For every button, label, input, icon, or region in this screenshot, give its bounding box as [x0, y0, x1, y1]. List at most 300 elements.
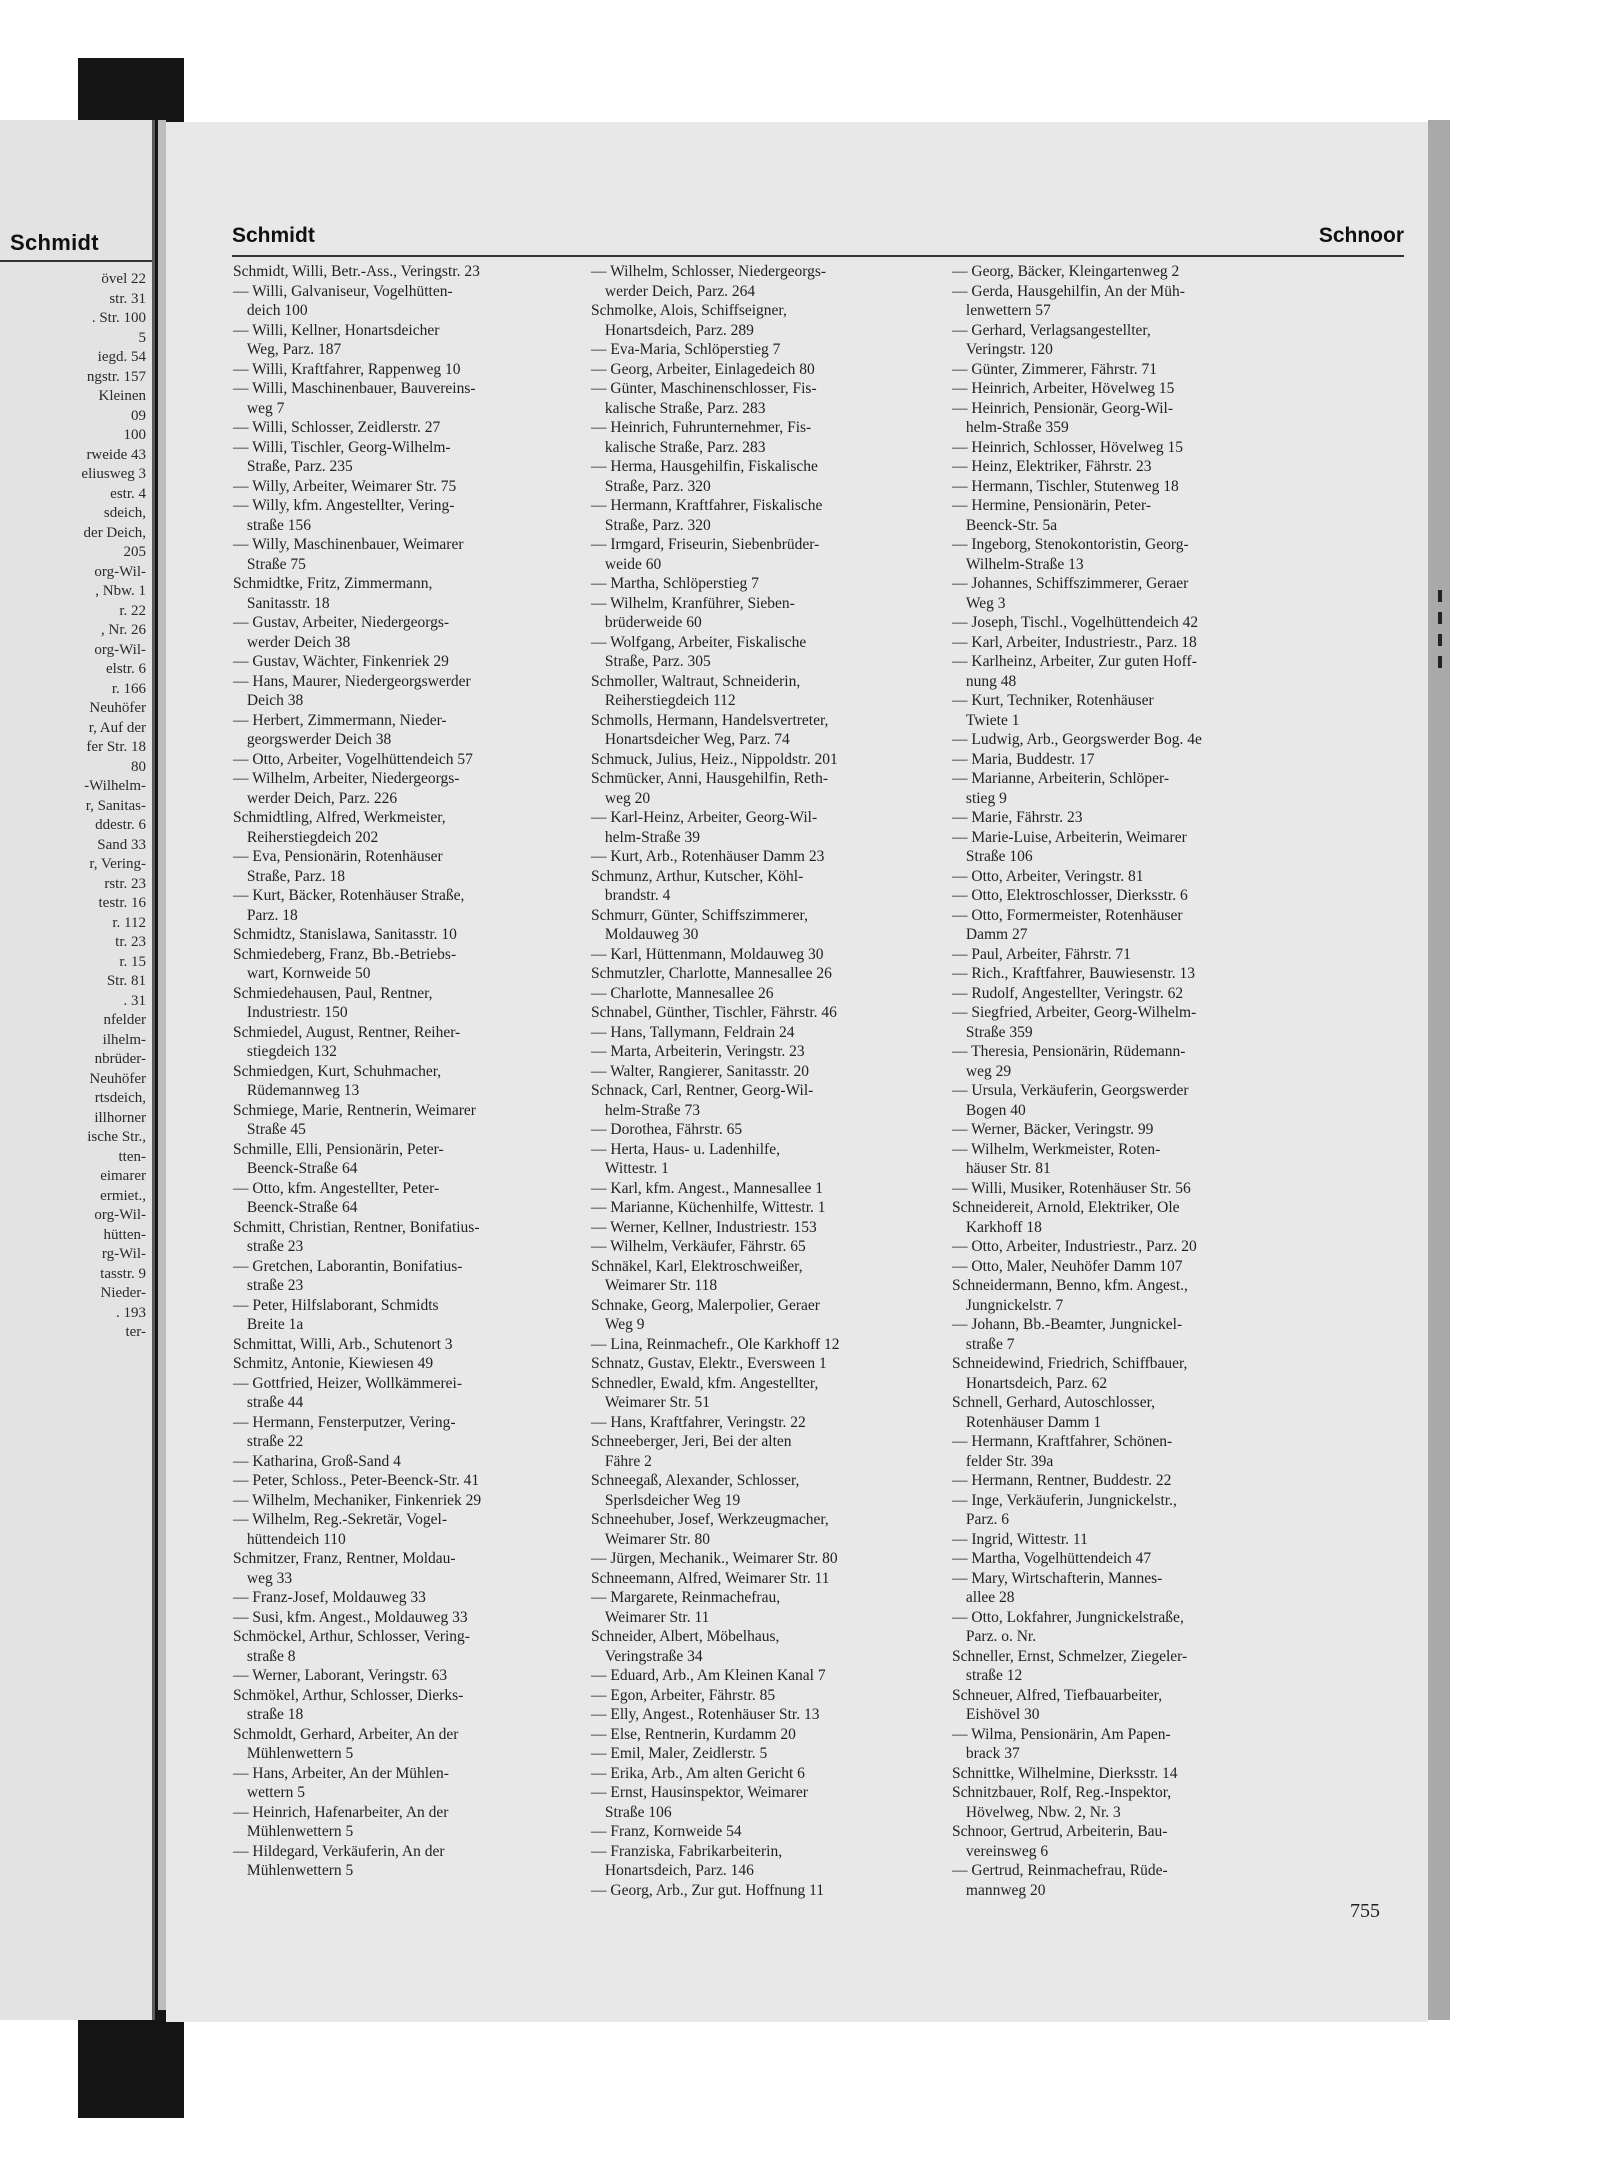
entry-continuation-line: Honartsdeich, Parz. 62 — [965, 1374, 1108, 1392]
directory-entry — [233, 1179, 569, 1218]
directory-entry — [952, 769, 1288, 808]
entry-continuation-line: weg 29 — [965, 1062, 1012, 1080]
entry-line: — Hermann, Fensterputzer, Vering- — [233, 1413, 456, 1431]
directory-entry — [952, 496, 1288, 535]
directory-entry — [952, 1608, 1288, 1647]
entry-continuation-line: kalische Straße, Parz. 283 — [604, 399, 766, 417]
directory-entry — [952, 321, 1288, 360]
entry-line: Schnabel, Günther, Tischler, Fährstr. 46 — [591, 1004, 837, 1021]
entry-line: — Martha, Vogelhüttendeich 47 — [952, 1550, 1152, 1567]
directory-entry — [591, 1179, 927, 1199]
directory-entry — [591, 496, 927, 535]
entry-line: — Heinrich, Hafenarbeiter, An der — [233, 1803, 449, 1821]
directory-entry — [952, 1237, 1288, 1257]
directory-entry — [952, 633, 1288, 653]
entry-line: — Hermann, Tischler, Stutenweg 18 — [952, 477, 1179, 495]
entry-continuation-line: weg 7 — [246, 399, 285, 417]
directory-entry — [952, 399, 1288, 438]
left-page-column — [0, 270, 152, 1343]
directory-entry — [591, 711, 927, 750]
entry-line: Schmitzer, Franz, Rentner, Moldau- — [233, 1550, 456, 1567]
left-page-line: 100 — [123, 427, 146, 443]
entry-line: Schmiedel, August, Rentner, Reiher- — [233, 1023, 461, 1041]
entry-continuation-line: Straße, Parz. 320 — [604, 477, 711, 495]
entry-line: — Willy, Arbeiter, Weimarer Str. 75 — [233, 477, 457, 495]
left-page-line: tr. 23 — [115, 934, 146, 950]
directory-entry — [952, 1276, 1288, 1315]
running-head-left: Schmidt — [232, 224, 315, 247]
left-page-line: , Nr. 26 — [101, 622, 146, 638]
directory-entry — [591, 1042, 927, 1062]
entry-continuation-line: Straße, Parz. 305 — [604, 653, 711, 670]
entry-continuation-line: lenwettern 57 — [965, 302, 1051, 319]
entry-line: — Willi, Galvaniseur, Vogelhütten- — [233, 282, 453, 300]
directory-entry — [233, 1842, 569, 1881]
entry-continuation-line: weg 33 — [246, 1569, 293, 1587]
entry-line: Schneeberger, Jeri, Bei der alten — [591, 1433, 792, 1450]
directory-entry — [952, 1120, 1288, 1140]
entry-continuation-line: brüderweide 60 — [604, 614, 702, 631]
directory-entry — [233, 1413, 569, 1452]
entry-line: — Georg, Arb., Zur gut. Hoffnung 11 — [591, 1881, 825, 1899]
directory-entry — [233, 1218, 569, 1257]
left-page-line: der Deich, — [83, 524, 146, 541]
directory-entry — [233, 418, 569, 438]
directory-entry — [233, 1296, 569, 1335]
entry-continuation-line: helm-Straße 39 — [604, 828, 701, 846]
entry-continuation-line: werder Deich, Parz. 226 — [246, 789, 398, 807]
entry-line: — Hildegard, Verkäuferin, An der — [233, 1842, 445, 1860]
entry-continuation-line: felder Str. 39a — [965, 1452, 1054, 1470]
entry-line: Schmiedgen, Kurt, Schuhmacher, — [233, 1062, 442, 1080]
entry-line: — Irmgard, Friseurin, Siebenbrüder- — [591, 536, 820, 553]
directory-entry — [233, 1452, 569, 1472]
entry-line: — Willi, Kraftfahrer, Rappenweg 10 — [233, 360, 461, 378]
directory-entry — [591, 1822, 927, 1842]
directory-entry — [233, 1101, 569, 1140]
directory-entry — [591, 1257, 927, 1296]
entry-continuation-line: Mühlenwettern 5 — [246, 1862, 354, 1879]
entry-line: — Wilhelm, Schlosser, Niedergeorgs- — [591, 263, 827, 280]
directory-entry — [233, 886, 569, 925]
entry-continuation-line: Straße 75 — [246, 555, 306, 573]
entry-continuation-line: Moldauweg 30 — [604, 926, 699, 943]
directory-entry — [952, 867, 1288, 887]
directory-entry — [591, 672, 927, 711]
entry-line: — Karl, kfm. Angest., Mannesallee 1 — [591, 1179, 824, 1197]
directory-entry — [591, 1842, 927, 1881]
entry-continuation-line: helm-Straße 73 — [604, 1101, 701, 1119]
entry-continuation-line: straße 8 — [246, 1647, 296, 1665]
entry-line: — Inge, Verkäuferin, Jungnickelstr., — [952, 1491, 1177, 1509]
entry-continuation-line: Karkhoff 18 — [965, 1218, 1042, 1236]
directory-entry — [952, 1822, 1288, 1861]
directory-entry — [952, 906, 1288, 945]
entry-line: — Günter, Maschinenschlosser, Fis- — [591, 380, 817, 397]
directory-entry — [952, 1491, 1288, 1530]
directory-entry — [233, 1608, 569, 1628]
entry-line: — Franz-Josef, Moldauweg 33 — [233, 1589, 426, 1606]
directory-entry — [952, 1686, 1288, 1725]
directory-entry — [233, 1803, 569, 1842]
entry-line: — Peter, Hilfslaborant, Schmidts — [233, 1296, 439, 1314]
left-page-rule — [0, 260, 152, 262]
directory-entry — [591, 1783, 927, 1822]
directory-entry — [233, 262, 569, 282]
entry-continuation-line: wettern 5 — [246, 1784, 306, 1801]
directory-entry — [952, 477, 1288, 497]
entry-line: Schmutzler, Charlotte, Mannesallee 26 — [591, 965, 832, 982]
entry-continuation-line: kalische Straße, Parz. 283 — [604, 438, 766, 456]
directory-entry — [952, 457, 1288, 477]
entry-continuation-line: Bogen 40 — [965, 1101, 1026, 1119]
entry-line: — Marianne, Arbeiterin, Schlöper- — [952, 770, 1170, 787]
directory-entry — [233, 1588, 569, 1608]
directory-entry — [952, 1081, 1288, 1120]
entry-continuation-line: Weimarer Str. 118 — [604, 1277, 718, 1294]
entry-continuation-line: Industriestr. 150 — [246, 1004, 348, 1021]
entry-continuation-line: Honartsdeich, Parz. 146 — [604, 1862, 754, 1879]
entry-line: Schmitt, Christian, Rentner, Bonifatius- — [233, 1218, 480, 1236]
directory-entry — [591, 1354, 927, 1374]
directory-entry — [952, 1179, 1288, 1199]
entry-continuation-line: Beenck-Straße 64 — [246, 1160, 358, 1177]
directory-entry — [952, 1042, 1288, 1081]
entry-line: Schnitzbauer, Rolf, Reg.-Inspektor, — [952, 1784, 1172, 1801]
left-page-line: illhorner — [94, 1109, 146, 1126]
directory-entry — [591, 1003, 927, 1023]
entry-line: — Wilhelm, Mechaniker, Finkenriek 29 — [233, 1491, 482, 1509]
left-page-line: estr. 4 — [110, 485, 146, 502]
entry-line: — Ernst, Hausinspektor, Weimarer — [591, 1784, 808, 1801]
directory-entry — [233, 1140, 569, 1179]
directory-entry — [952, 964, 1288, 984]
directory-entry — [233, 321, 569, 360]
directory-entry — [952, 1315, 1288, 1354]
directory-entry — [952, 262, 1288, 282]
directory-entry — [591, 1666, 927, 1686]
directory-entry — [952, 1549, 1288, 1569]
entry-continuation-line: Weimarer Str. 80 — [604, 1530, 711, 1548]
directory-entry — [233, 613, 569, 652]
directory-entry — [591, 418, 927, 457]
entry-line: Schnack, Carl, Rentner, Georg-Wil- — [591, 1082, 814, 1099]
directory-entry — [233, 925, 569, 945]
directory-entry — [952, 828, 1288, 867]
left-page-line: övel 22 — [101, 271, 146, 287]
directory-entry — [233, 769, 569, 808]
directory-entry — [233, 535, 569, 574]
left-page-line: fer Str. 18 — [86, 739, 146, 755]
entry-line: Schnake, Georg, Malerpolier, Geraer — [591, 1296, 820, 1314]
left-page-line: tasstr. 9 — [100, 1265, 146, 1282]
directory-entry — [591, 1198, 927, 1218]
entry-line: — Gerda, Hausgehilfin, An der Müh- — [952, 282, 1185, 300]
directory-entry — [233, 1686, 569, 1725]
entry-line: — Ingrid, Wittestr. 11 — [952, 1530, 1088, 1548]
directory-entry — [591, 1471, 927, 1510]
entry-continuation-line: weide 60 — [604, 555, 662, 573]
directory-entry — [952, 1861, 1288, 1900]
entry-line: — Ludwig, Arb., Georgswerder Bog. 4e — [952, 731, 1202, 748]
left-page-line: eimarer — [100, 1168, 146, 1184]
entry-line: — Paul, Arbeiter, Fährstr. 71 — [952, 945, 1131, 963]
entry-continuation-line: Straße 106 — [965, 848, 1033, 865]
directory-entry — [591, 1237, 927, 1257]
directory-entry — [233, 750, 569, 770]
directory-entry — [591, 262, 927, 301]
directory-entry — [233, 847, 569, 886]
left-page-line: ngstr. 157 — [86, 368, 146, 385]
entry-line: — Otto, Maler, Neuhöfer Damm 107 — [952, 1257, 1183, 1275]
directory-entry — [233, 1627, 569, 1666]
left-page-line: Sand 33 — [97, 836, 146, 853]
entry-line: Schneuer, Alfred, Tiefbauarbeiter, — [952, 1686, 1163, 1704]
page-edge-right — [1428, 120, 1450, 2020]
entry-continuation-line: nung 48 — [965, 672, 1017, 690]
entry-line: Schmoldt, Gerhard, Arbeiter, An der — [233, 1725, 459, 1743]
left-page-line: nbrüder- — [94, 1051, 146, 1067]
directory-entry — [233, 379, 569, 418]
entry-continuation-line: Reiherstiegdeich 112 — [604, 692, 736, 709]
left-page-line: r. 166 — [111, 680, 146, 697]
entry-line: — Otto, kfm. Angestellter, Peter- — [233, 1179, 440, 1197]
directory-entry — [591, 984, 927, 1004]
entry-line: — Franz, Kornweide 54 — [591, 1823, 742, 1840]
entry-line: — Emil, Maler, Zeidlerstr. 5 — [591, 1745, 768, 1762]
left-page-line: -Wilhelm- — [84, 778, 146, 794]
entry-line: — Gustav, Arbeiter, Niedergeorgs- — [233, 614, 450, 631]
entry-continuation-line: Hövelweg, Nbw. 2, Nr. 3 — [965, 1803, 1121, 1821]
entry-continuation-line: Straße, Parz. 320 — [604, 516, 711, 534]
entry-continuation-line: mannweg 20 — [965, 1881, 1046, 1899]
directory-entry — [591, 1588, 927, 1627]
directory-entry — [591, 906, 927, 945]
left-page-line: testr. 16 — [98, 895, 146, 911]
entry-line: — Peter, Schloss., Peter-Beenck-Str. 41 — [233, 1472, 480, 1489]
directory-entry — [952, 1198, 1288, 1237]
entry-line: — Hans, Maurer, Niedergeorgswerder — [233, 672, 471, 690]
entry-line: — Margarete, Reinmachefrau, — [591, 1589, 781, 1606]
left-page-line: ermiet., — [100, 1187, 146, 1204]
directory-entry — [591, 1413, 927, 1433]
entry-line: Schmitz, Antonie, Kiewiesen 49 — [233, 1355, 434, 1372]
directory-entry — [591, 1062, 927, 1082]
directory-entry — [591, 340, 927, 360]
left-page-line: str. 31 — [109, 290, 146, 307]
entry-continuation-line: Rotenhäuser Damm 1 — [965, 1413, 1102, 1431]
entry-line: — Elly, Angest., Rotenhäuser Str. 13 — [591, 1706, 820, 1723]
facing-page-left — [0, 120, 155, 2020]
entry-continuation-line: Veringstraße 34 — [604, 1647, 703, 1665]
entry-continuation-line: Damm 27 — [965, 926, 1028, 943]
entry-line: — Lina, Reinmachefr., Ole Karkhoff 12 — [591, 1335, 840, 1353]
left-page-line: Neuhöfer — [89, 700, 146, 716]
left-page-line: sdeich, — [103, 505, 146, 521]
directory-entry — [591, 808, 927, 847]
directory-entry — [952, 379, 1288, 399]
directory-entry — [952, 652, 1288, 691]
directory-entry — [233, 672, 569, 711]
header-rule — [232, 255, 1404, 257]
directory-entry — [233, 496, 569, 535]
entry-continuation-line: hüttendeich 110 — [246, 1530, 346, 1548]
entry-continuation-line: deich 100 — [246, 302, 308, 319]
entry-line: — Herbert, Zimmermann, Nieder- — [233, 711, 447, 729]
entry-continuation-line: straße 23 — [246, 1238, 304, 1255]
entry-continuation-line: Deich 38 — [246, 692, 304, 709]
entry-line: — Willy, kfm. Angestellter, Vering- — [233, 497, 455, 514]
entry-continuation-line: georgswerder Deich 38 — [246, 731, 392, 748]
directory-entry — [233, 1549, 569, 1588]
entry-line: — Kurt, Arb., Rotenhäuser Damm 23 — [591, 848, 825, 865]
left-page-line: Kleinen — [98, 388, 146, 404]
left-page-line: Nieder- — [100, 1285, 146, 1301]
entry-line: Schneehuber, Josef, Werkzeugmacher, — [591, 1511, 829, 1528]
entry-continuation-line: Sperlsdeicher Weg 19 — [604, 1491, 741, 1509]
entry-continuation-line: brack 37 — [965, 1745, 1020, 1762]
entry-line: — Günter, Zimmerer, Fährstr. 71 — [952, 360, 1157, 378]
entry-line: — Heinz, Elektriker, Fährstr. 23 — [952, 458, 1152, 475]
directory-entry — [591, 1023, 927, 1043]
entry-continuation-line: Eishövel 30 — [965, 1706, 1040, 1723]
entry-continuation-line: vereinsweg 6 — [965, 1842, 1049, 1860]
directory-entry — [233, 1471, 569, 1491]
entry-line: — Otto, Elektroschlosser, Dierksstr. 6 — [952, 887, 1188, 904]
directory-entry — [591, 1335, 927, 1355]
directory-entry — [952, 1257, 1288, 1277]
directory-column-1 — [233, 262, 569, 1881]
entry-line: — Georg, Bäcker, Kleingartenweg 2 — [952, 263, 1180, 280]
entry-continuation-line: Sanitasstr. 18 — [246, 594, 330, 612]
left-page-line: rweide 43 — [86, 446, 146, 463]
directory-column-3 — [952, 262, 1288, 1900]
entry-line: Schmöckel, Arthur, Schlosser, Vering- — [233, 1628, 470, 1645]
directory-entry — [233, 282, 569, 321]
directory-entry — [233, 438, 569, 477]
entry-line: Schmunz, Arthur, Kutscher, Köhl- — [591, 867, 804, 885]
entry-continuation-line: Straße 106 — [604, 1803, 672, 1821]
entry-line: — Eva, Pensionärin, Rotenhäuser — [233, 848, 443, 865]
left-page-line: ische Str., — [87, 1129, 146, 1145]
directory-entry — [952, 1432, 1288, 1471]
entry-line: — Wilhelm, Verkäufer, Fährstr. 65 — [591, 1238, 806, 1255]
directory-entry — [591, 1744, 927, 1764]
left-page-line: hütten- — [103, 1226, 146, 1243]
entry-continuation-line: weg 20 — [604, 789, 651, 807]
directory-entry — [233, 477, 569, 497]
directory-entry — [233, 1354, 569, 1374]
directory-entry — [952, 1783, 1288, 1822]
entry-line: — Wilhelm, Werkmeister, Roten- — [952, 1140, 1161, 1158]
left-page-line: Str. 81 — [106, 973, 146, 989]
entry-line: — Marie-Luise, Arbeiterin, Weimarer — [952, 828, 1187, 846]
entry-line: Schneegaß, Alexander, Schlosser, — [591, 1472, 800, 1489]
directory-entry — [233, 1725, 569, 1764]
entry-line: — Willi, Musiker, Rotenhäuser Str. 56 — [952, 1179, 1191, 1197]
entry-line: — Marianne, Küchenhilfe, Wittestr. 1 — [591, 1199, 826, 1216]
entry-continuation-line: Wittestr. 1 — [604, 1160, 669, 1177]
directory-entry — [591, 1296, 927, 1335]
entry-line: — Wilhelm, Arbeiter, Niedergeorgs- — [233, 770, 460, 787]
entry-line: — Hermann, Kraftfahrer, Fiskalische — [591, 497, 823, 514]
entry-line: — Werner, Laborant, Veringstr. 63 — [233, 1667, 448, 1684]
directory-entry — [591, 1705, 927, 1725]
entry-line: — Willy, Maschinenbauer, Weimarer — [233, 536, 464, 553]
entry-line: — Karl, Hüttenmann, Moldauweg 30 — [591, 945, 824, 963]
left-page-line: eliusweg 3 — [81, 466, 146, 482]
left-page-line: , Nbw. 1 — [95, 583, 146, 599]
entry-line: — Gertrud, Reinmachefrau, Rüde- — [952, 1862, 1168, 1879]
entry-line: Schmücker, Anni, Hausgehilfin, Reth- — [591, 770, 829, 787]
entry-continuation-line: straße 18 — [246, 1706, 304, 1723]
entry-line: — Karl-Heinz, Arbeiter, Georg-Wil- — [591, 809, 818, 826]
left-page-line: ilhelm- — [102, 1031, 146, 1048]
entry-continuation-line: Straße 359 — [965, 1023, 1033, 1041]
directory-entry — [591, 457, 927, 496]
directory-entry — [591, 379, 927, 418]
left-page-line: org-Wil- — [94, 1207, 146, 1223]
entry-line: — Theresia, Pensionärin, Rüdemann- — [952, 1043, 1186, 1060]
directory-entry — [591, 945, 927, 965]
entry-line: Schnell, Gerhard, Autoschlosser, — [952, 1394, 1155, 1411]
entry-line: Schneemann, Alfred, Weimarer Str. 11 — [591, 1569, 830, 1587]
entry-continuation-line: Veringstr. 120 — [965, 341, 1053, 358]
entry-continuation-line: Honartsdeich, Parz. 289 — [604, 321, 754, 339]
entry-line: — Eduard, Arb., Am Kleinen Kanal 7 — [591, 1667, 826, 1684]
entry-line: — Eva-Maria, Schlöperstieg 7 — [591, 341, 781, 358]
entry-line: — Karlheinz, Arbeiter, Zur guten Hoff- — [952, 653, 1197, 670]
directory-entry — [233, 1666, 569, 1686]
directory-entry — [233, 1764, 569, 1803]
entry-continuation-line: Straße, Parz. 18 — [246, 867, 346, 885]
entry-line: — Otto, Formermeister, Rotenhäuser — [952, 906, 1183, 924]
edge-marks — [1434, 580, 1446, 668]
left-page-line: nfelder — [103, 1012, 146, 1028]
left-page-line: org-Wil- — [94, 641, 146, 658]
directory-entry — [952, 1530, 1288, 1550]
entry-continuation-line: Breite 1a — [246, 1316, 304, 1333]
directory-entry — [952, 1764, 1288, 1784]
entry-line: — Ingeborg, Stenokontoristin, Georg- — [952, 536, 1189, 553]
directory-entry — [952, 574, 1288, 613]
directory-entry — [952, 945, 1288, 965]
entry-line: — Hermann, Kraftfahrer, Schönen- — [952, 1433, 1173, 1450]
entry-line: Schmidtke, Fritz, Zimmermann, — [233, 575, 433, 592]
entry-continuation-line: straße 7 — [965, 1335, 1015, 1353]
entry-continuation-line: Weimarer Str. 11 — [604, 1608, 710, 1626]
left-page-line: r, Vering- — [89, 856, 146, 872]
entry-continuation-line: Honartsdeicher Weg, Parz. 74 — [604, 731, 790, 748]
directory-entry — [233, 808, 569, 847]
entry-line: — Otto, Lokfahrer, Jungnickelstraße, — [952, 1608, 1184, 1626]
entry-line: Schnäkel, Karl, Elektroschweißer, — [591, 1257, 803, 1275]
entry-continuation-line: straße 22 — [246, 1433, 304, 1450]
left-page-line: ter- — [125, 1324, 146, 1340]
entry-line: Schneidereit, Arnold, Elektriker, Ole — [952, 1199, 1180, 1216]
entry-line: Schnatz, Gustav, Elektr., Eversween 1 — [591, 1355, 827, 1372]
directory-entry — [952, 1569, 1288, 1608]
directory-entry — [233, 652, 569, 672]
entry-continuation-line: Straße, Parz. 235 — [246, 458, 353, 475]
entry-line: — Franziska, Fabrikarbeiterin, — [591, 1842, 783, 1860]
entry-line: — Gerhard, Verlagsangestellter, — [952, 321, 1151, 339]
directory-entry — [591, 301, 927, 340]
entry-continuation-line: Beenck-Straße 64 — [246, 1199, 358, 1216]
entry-line: — Susi, kfm. Angest., Moldauweg 33 — [233, 1608, 468, 1626]
entry-line: — Katharina, Groß-Sand 4 — [233, 1452, 401, 1470]
page-number: 755 — [1350, 1900, 1380, 1922]
